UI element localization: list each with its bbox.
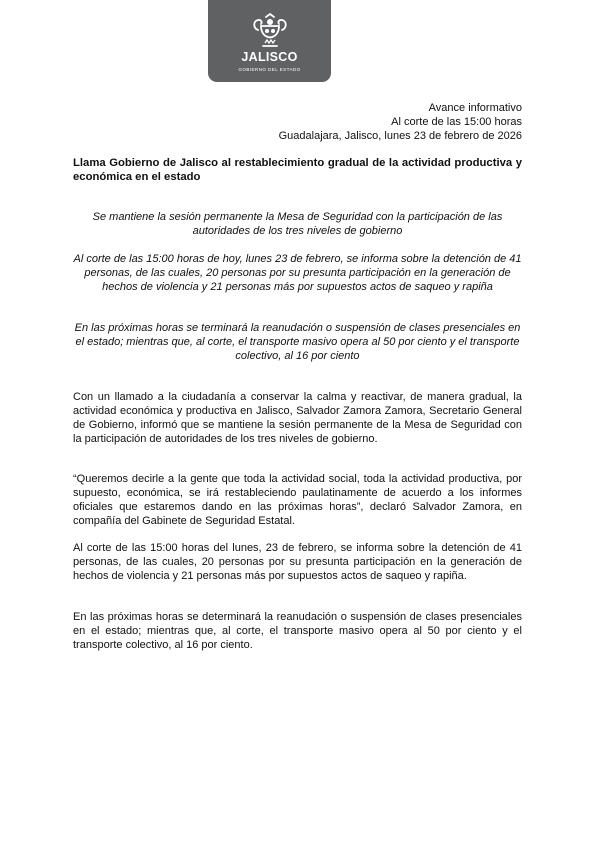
jalisco-seal-icon [252, 13, 288, 49]
summary-paragraph: Al corte de las 15:00 horas de hoy, lunes 23 de febrero, se informa sobre la detención de 41 personas, de las cuales, 20 personas por su presunta participación en la generación de hechos de violencia y 21 personas más por supuestos actos de saqueo y rapiña [73, 253, 522, 293]
logo-wordmark: JALISCO [241, 50, 298, 64]
body-paragraph: Con un llamado a la ciudadanía a conservar la calma y reactivar, de manera gradual, la actividad económica y productiva en Jalisco, Salvador Zamora Zamora, Secretario General de Gobierno, informó que se mantiene la sesión permanente de la Mesa de Seguridad con la participación de autoridades de los tres niveles de gobierno. [73, 391, 522, 445]
body-paragraph: En las próximas horas se determinará la reanudación o suspensión de clases presenciales en el estado; mientras que, al corte, el transporte masivo opera al 50 por ciento y el transporte colectivo, al 16 por ciento. [73, 611, 522, 651]
dateline: Guadalajara, Jalisco, lunes 23 de febrero de 2026 [278, 130, 522, 143]
body-paragraph: “Queremos decirle a la gente que toda la actividad social, toda la actividad productiva, por supuesto, económica, se irá restableciendo paulatinamente de acuerdo a los informes oficiales que estaremos dando en las próximas horas”, declaró Salvador Zamora, en compañía del Gabinete de Seguridad Estatal. [73, 473, 522, 527]
cutoff-time: Al corte de las 15:00 horas [391, 116, 522, 129]
document-kind: Avance informativo [428, 102, 522, 114]
jalisco-logo [208, 0, 331, 82]
summary-paragraph: Se mantiene la sesión permanente la Mesa de Seguridad con la participación de las autoridades de los tres niveles de gobierno [92, 211, 503, 237]
headline: Llama Gobierno de Jalisco al restablecimiento gradual de la actividad productiva y económica en el estado [73, 157, 522, 183]
summary-paragraph: En las próximas horas se terminará la reanudación o suspensión de clases presenciales en el estado; mientras que, al corte, el transporte masivo opera al 50 por ciento y el transporte colectivo, al 16 por ciento [74, 322, 521, 362]
logo-subtitle: GOBIERNO DEL ESTADO [238, 67, 301, 72]
body-paragraph: Al corte de las 15:00 horas del lunes, 23 de febrero, se informa sobre la detención de 41 personas, de las cuales, 20 personas por su presunta participación en la generación de hechos de violencia y 21 personas más por supuestos actos de saqueo y rapiña. [73, 542, 522, 582]
document-header [279, 101, 522, 144]
